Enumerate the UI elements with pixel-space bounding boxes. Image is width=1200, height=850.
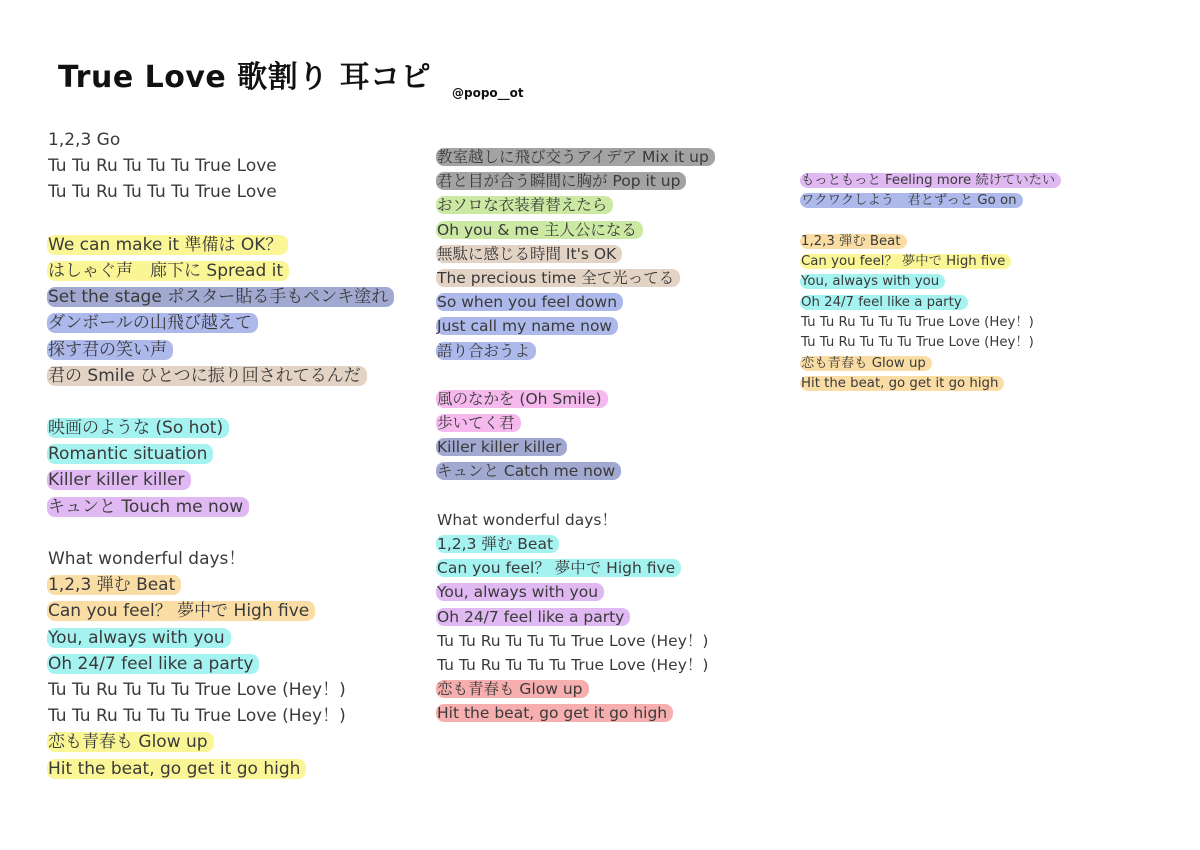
lyric-line [801, 232, 1061, 252]
lyric-line [48, 284, 394, 310]
lyric-text: 1,2,3 弾む Beat [47, 575, 181, 595]
lyric-line [48, 258, 394, 284]
lyric-line [48, 546, 394, 572]
blank-line [437, 484, 715, 508]
lyric-line [437, 556, 715, 580]
blank-line [48, 206, 394, 232]
lyric-text: Romantic situation [47, 444, 213, 464]
lyric-text: 恋も青春も Glow up [47, 732, 214, 752]
lyric-text: 風のなかを (Oh Smile) [436, 390, 608, 408]
lyric-text: You, always with you [800, 274, 945, 289]
lyric-line [437, 701, 715, 725]
lyric-text: 1,2,3 弾む Beat [436, 535, 559, 553]
lyric-line [48, 677, 394, 703]
lyric-text: 恋も青春も Glow up [436, 680, 589, 698]
lyric-text: What wonderful days！ [437, 510, 617, 529]
lyric-line [437, 193, 715, 217]
lyric-text: 1,2,3 Go [48, 130, 121, 150]
lyric-text: Oh 24/7 feel like a party [436, 608, 630, 626]
lyric-text: Oh 24/7 feel like a party [47, 654, 259, 674]
lyric-text: 教室越しに飛び交うアイデア Mix it up [436, 148, 715, 166]
lyric-line [437, 290, 715, 314]
lyric-text: What wonderful days！ [48, 549, 246, 569]
lyric-text: ワクワクしよう 君とずっと Go on [800, 193, 1023, 208]
lyric-line [437, 218, 715, 242]
lyric-text: Tu Tu Ru Tu Tu Tu True Love (Hey！) [437, 631, 709, 650]
lyric-text: You, always with you [47, 628, 231, 648]
lyric-line [437, 580, 715, 604]
lyrics-column-1 [48, 127, 394, 782]
lyric-text: Hit the beat, go get it go high [800, 376, 1004, 391]
lyric-line [437, 145, 715, 169]
lyric-line [48, 127, 394, 153]
blank-line [48, 520, 394, 546]
blank-line [801, 212, 1061, 232]
lyric-text: Can you feel？ 夢中で High five [47, 601, 315, 621]
lyric-text: キュンと Touch me now [47, 497, 249, 517]
lyric-line [801, 252, 1061, 272]
lyric-line [48, 651, 394, 677]
lyric-text: Oh 24/7 feel like a party [800, 295, 968, 310]
lyric-text: Tu Tu Ru Tu Tu Tu True Love [48, 156, 277, 177]
lyric-line [48, 467, 394, 493]
lyric-line [437, 387, 715, 411]
lyric-line [48, 494, 394, 520]
lyrics-column-3 [801, 171, 1061, 394]
lyric-text: Hit the beat, go get it go high [436, 704, 673, 722]
lyric-line [801, 354, 1061, 374]
lyric-text: Can you feel？ 夢中で High five [436, 559, 681, 577]
lyric-line [48, 441, 394, 467]
lyric-text: おソロな衣装着替えたら [436, 196, 613, 214]
lyric-line [48, 625, 394, 651]
lyric-line [48, 310, 394, 336]
lyric-line [48, 415, 394, 441]
lyric-line [437, 169, 715, 193]
blank-line [48, 389, 394, 415]
lyric-text: 探す君の笑い声 [47, 340, 173, 360]
lyric-text: The precious time 全て光ってる [436, 269, 680, 287]
lyric-line [801, 272, 1061, 292]
lyric-text: Just call my name now [436, 317, 618, 335]
lyric-text: Tu Tu Ru Tu Tu Tu True Love (Hey！) [437, 655, 709, 674]
lyric-line [48, 729, 394, 755]
lyric-line [437, 266, 715, 290]
lyric-text: 1,2,3 弾む Beat [800, 234, 907, 249]
lyric-line [48, 232, 394, 258]
lyric-text: ダンボールの山飛び越えて [47, 313, 258, 333]
lyric-text: キュンと Catch me now [436, 462, 621, 480]
lyric-line [801, 313, 1061, 333]
lyric-text: 恋も青春も Glow up [800, 356, 932, 371]
blank-line [437, 363, 715, 387]
lyric-line [48, 756, 394, 782]
lyric-text: Oh you & me 主人公になる [436, 221, 643, 239]
lyric-line [437, 629, 715, 653]
lyric-text: So when you feel down [436, 293, 623, 311]
lyric-line [801, 191, 1061, 211]
lyric-text: We can make it 準備は OK？ [47, 235, 288, 255]
lyric-text: Can you feel？ 夢中で High five [800, 254, 1011, 269]
lyric-text: You, always with you [436, 583, 604, 601]
lyric-text: 君と目が合う瞬間に胸が Pop it up [436, 172, 686, 190]
lyric-line [48, 572, 394, 598]
lyric-text: Tu Tu Ru Tu Tu Tu True Love (Hey！) [48, 679, 346, 700]
lyric-text: Hit the beat, go get it go high [47, 759, 306, 779]
lyric-text: Tu Tu Ru Tu Tu Tu True Love (Hey！) [48, 706, 346, 727]
lyric-text: Killer killer killer [47, 470, 191, 490]
lyric-line [437, 653, 715, 677]
lyric-text: 歩いてく君 [436, 414, 521, 432]
lyric-text: 語り合おうよ [436, 342, 536, 360]
lyric-text: Killer killer killer [436, 438, 567, 456]
lyric-text: 無駄に感じる時間 It's OK [436, 245, 622, 263]
lyric-line [437, 411, 715, 435]
lyric-line [437, 242, 715, 266]
lyric-line [801, 333, 1061, 353]
lyrics-column-2 [437, 145, 715, 726]
lyric-line [48, 363, 394, 389]
lyric-text: Tu Tu Ru Tu Tu Tu True Love (Hey！) [801, 335, 1034, 351]
lyric-text: もっともっと Feeling more 続けていたい [800, 173, 1061, 188]
author-credit: @popo__ot [452, 86, 524, 100]
lyric-text: 君の Smile ひとつに振り回されてるんだ [47, 366, 367, 386]
lyric-line [48, 337, 394, 363]
lyric-line [48, 703, 394, 729]
lyric-text: はしゃぐ声 廊下に Spread it [47, 261, 289, 281]
lyric-line [48, 153, 394, 179]
lyric-line [801, 374, 1061, 394]
lyric-line [437, 459, 715, 483]
lyric-line [437, 532, 715, 556]
lyric-text: Set the stage ポスター貼る手もペンキ塗れ [47, 287, 394, 307]
lyric-line [801, 293, 1061, 313]
lyric-line [801, 171, 1061, 191]
lyric-line [437, 605, 715, 629]
lyric-line [437, 314, 715, 338]
lyric-line [48, 598, 394, 624]
page-title: True Love 歌割り 耳コピ [58, 60, 432, 95]
lyric-line [437, 508, 715, 532]
lyric-text: 映画のような (So hot) [47, 418, 229, 438]
lyric-line [437, 677, 715, 701]
lyric-text: Tu Tu Ru Tu Tu Tu True Love (Hey！) [801, 315, 1034, 331]
lyric-line [437, 435, 715, 459]
lyric-text: Tu Tu Ru Tu Tu Tu True Love [48, 182, 277, 203]
lyric-line [48, 179, 394, 205]
lyric-line [437, 339, 715, 363]
